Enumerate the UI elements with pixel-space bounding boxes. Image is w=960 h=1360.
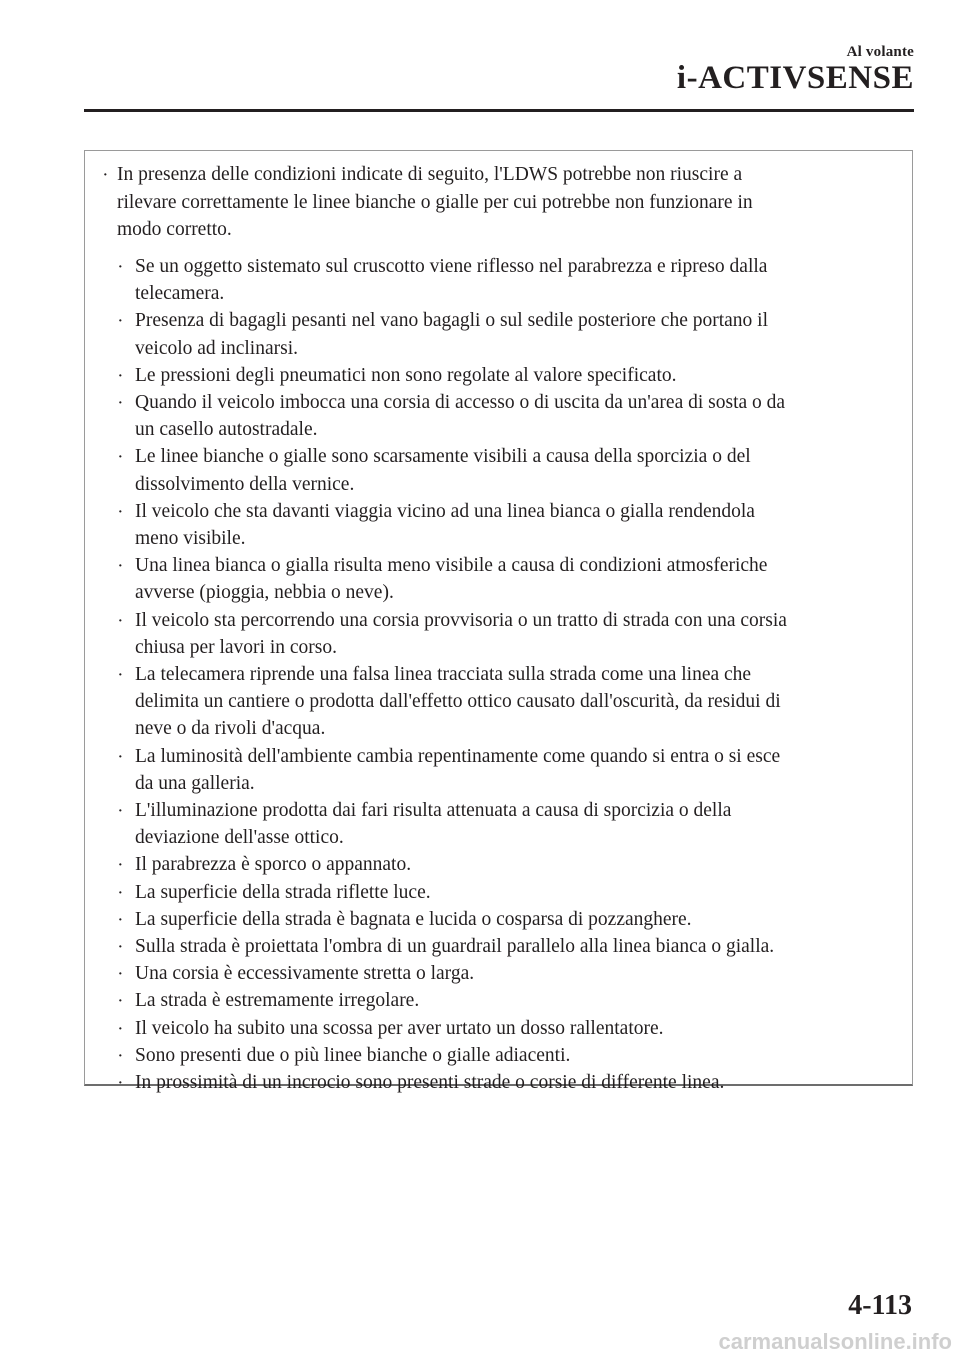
condition-list-item <box>115 253 895 307</box>
condition-list-item <box>115 307 895 361</box>
header-divider <box>84 109 914 112</box>
condition-list-item <box>115 552 895 606</box>
note-intro-text: In presenza delle condizioni indicate di seguito, l'LDWS potrebbe non riuscire a rilevare correttamente le linee bianche o gialle per cui potrebbe non funzionare in modo corretto. <box>117 164 753 240</box>
bullet-icon: · <box>118 912 123 928</box>
condition-text: Il veicolo che sta davanti viaggia vicino ad una linea bianca o gialla rendendola meno visibile. <box>135 500 755 550</box>
bullet-icon: · <box>118 1048 123 1064</box>
condition-text: Il parabrezza è sporco o appannato. <box>135 854 412 876</box>
bullet-icon: · <box>118 260 123 275</box>
bullet-icon: · <box>118 368 123 384</box>
caution-note-box <box>84 150 913 1094</box>
section-title: i-ACTIVSENSE <box>676 60 914 96</box>
bullet-icon: · <box>118 804 123 820</box>
bullet-icon: · <box>118 749 123 765</box>
condition-text: Le linee bianche o gialle sono scarsamente visibili a causa della sporcizia o del dissolvimento della vernice. <box>135 446 751 495</box>
condition-list-item <box>115 797 895 851</box>
bullet-icon: · <box>118 396 123 412</box>
condition-text: Il veicolo sta percorrendo una corsia provvisoria o un tratto di strada con una corsia chiusa per lavori in corso. <box>135 609 787 658</box>
condition-list-item <box>115 743 895 797</box>
condition-list <box>115 253 895 1096</box>
condition-list-item <box>115 1015 895 1042</box>
bullet-icon: · <box>118 314 123 330</box>
condition-text: La superficie della strada riflette luce. <box>135 881 431 903</box>
condition-text: In prossimità di un incrocio sono presenti strade o corsie di differente linea. <box>135 1072 725 1094</box>
bullet-icon: · <box>118 940 123 956</box>
condition-text: Sono presenti due o più linee bianche o gialle adiacenti. <box>135 1044 571 1066</box>
condition-list-item <box>115 987 895 1014</box>
bullet-icon: · <box>118 450 123 466</box>
condition-text: Il veicolo ha subito una scossa per aver urtato un dosso rallentatore. <box>135 1017 664 1039</box>
condition-list-item <box>115 607 895 661</box>
condition-text: Una corsia è eccessivamente stretta o larga. <box>135 963 475 985</box>
bullet-icon: · <box>118 885 123 901</box>
condition-list-item <box>115 498 895 552</box>
condition-text: La luminosità dell'ambiente cambia repentinamente come quando si entra o si esce da una galleria. <box>135 745 781 794</box>
bullet-icon: · <box>118 559 123 575</box>
page-number: 4-113 <box>848 1290 912 1321</box>
bullet-icon: · <box>118 994 123 1010</box>
note-intro <box>100 161 890 244</box>
condition-list-item <box>115 933 895 960</box>
condition-text: Se un oggetto sistemato sul cruscotto viene riflesso nel parabrezza e ripreso dalla telecamera. <box>135 256 768 305</box>
condition-text: Presenza di bagagli pesanti nel vano bagagli o sul sedile posteriore che portano il veicolo ad inclinarsi. <box>135 310 769 359</box>
bullet-icon: · <box>118 967 123 983</box>
bullet-icon: · <box>118 1076 123 1092</box>
condition-text: L'illuminazione prodotta dai fari risulta attenuata a causa di sporcizia o della deviazione dell'asse ottico. <box>135 800 732 849</box>
condition-list-item <box>115 960 895 987</box>
condition-list-item <box>115 661 895 743</box>
condition-text: Le pressioni degli pneumatici non sono regolate al valore specificato. <box>135 364 677 386</box>
condition-text: Quando il veicolo imbocca una corsia di accesso o di uscita da un'area di sosta o da un casello autostradale. <box>135 392 786 441</box>
condition-list-item <box>115 389 895 443</box>
watermark-text: carmanualsonline.info <box>718 1329 952 1354</box>
condition-text: La telecamera riprende una falsa linea tracciata sulla strada come una linea che delimita un cantiere o prodotta dall'effetto ottico causato dall'oscurità, da residui di neve o da rivoli d'acqua. <box>135 664 781 740</box>
bullet-icon: · <box>118 504 123 520</box>
condition-list-item <box>115 1042 895 1069</box>
condition-list-item <box>115 879 895 906</box>
chapter-label: Al volante <box>846 44 914 60</box>
bullet-icon: · <box>118 858 123 874</box>
condition-text: Sulla strada è proiettata l'ombra di un guardrail parallelo alla linea bianca o gialla. <box>135 936 775 958</box>
condition-text: La strada è estremamente irregolare. <box>135 990 420 1012</box>
condition-list-item <box>115 443 895 497</box>
bullet-icon: · <box>118 1021 123 1037</box>
condition-text: La superficie della strada è bagnata e lucida o cosparsa di pozzanghere. <box>135 908 692 930</box>
condition-list-item <box>115 362 895 389</box>
condition-list-item <box>115 851 895 878</box>
bullet-icon: · <box>103 168 108 183</box>
condition-list-item <box>115 1069 895 1096</box>
condition-list-item <box>115 906 895 933</box>
condition-text: Una linea bianca o gialla risulta meno visibile a causa di condizioni atmosferiche avverse (pioggia, nebbia o neve). <box>135 555 768 604</box>
bullet-icon: · <box>118 668 123 684</box>
bullet-icon: · <box>118 613 123 629</box>
